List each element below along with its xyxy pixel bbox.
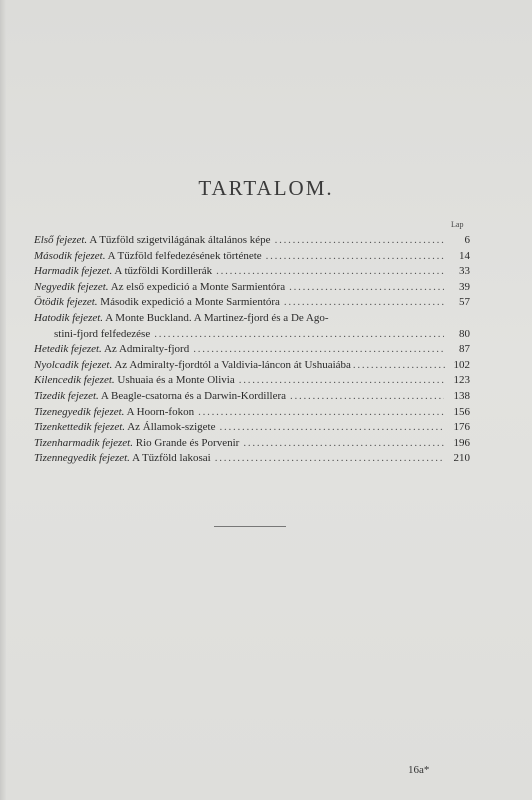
toc-entry-title: Az Admiralty-fjord: [103, 343, 190, 356]
toc-page-number: 33: [459, 265, 470, 278]
toc-chapter-label: Hetedik fejezet.: [34, 343, 102, 356]
dot-leader: [154, 327, 444, 343]
toc-page-number: 196: [453, 436, 470, 449]
toc-chapter-label: Negyedik fejezet.: [34, 280, 109, 293]
dot-leader: [243, 436, 444, 452]
toc-entry-title: A Monte Buckland. A Martinez-fjord és a De Ago-: [105, 311, 329, 324]
toc-entry-continuation: [34, 327, 470, 343]
toc-entry-title: Második expedició a Monte Sarmientóra: [100, 296, 280, 309]
toc-chapter-label: Első fejezet.: [34, 234, 88, 246]
dot-leader: [266, 249, 444, 265]
section-divider: [214, 526, 286, 527]
toc-page-number: 102: [453, 358, 470, 371]
toc-entry-title: A tűzföldi Kordillerák: [114, 265, 213, 278]
toc-chapter-label: Nyolcadik fejezet.: [34, 358, 113, 371]
toc-entry-title: Az Államok-szigete: [127, 421, 216, 434]
toc-entry-title-continued: stini-fjord felfedezése: [54, 327, 151, 340]
toc-chapter-label: Harmadik fejezet.: [34, 265, 113, 278]
toc-chapter-label: Második fejezet.: [34, 249, 106, 262]
page-column-header: Lap: [451, 220, 464, 229]
toc-chapter-label: Tizenegyedik fejezet.: [34, 405, 125, 418]
toc-page-number: 156: [453, 405, 470, 418]
dot-leader: [353, 358, 446, 374]
toc-entry: [34, 233, 470, 249]
toc-page-number: 176: [453, 421, 470, 434]
dot-leader: [215, 451, 444, 467]
dot-leader: [284, 295, 444, 311]
toc-chapter-label: Tizedik fejezet.: [34, 389, 99, 402]
toc-chapter-label: Kilencedik fejezet.: [34, 374, 115, 387]
dot-leader: [219, 420, 444, 436]
toc-entry-title: Ushuaia és a Monte Olivia: [117, 374, 235, 387]
toc-entry-title: A Tűzföld szigetvilágának általános képe: [89, 234, 271, 246]
toc-page-number: 80: [459, 327, 470, 340]
toc-entry: [34, 311, 470, 327]
toc-entry-title: Az Admiralty-fjordtól a Valdivia-láncon át Ushuaiába: [114, 358, 351, 371]
page-title: TARTALOM.: [198, 176, 334, 200]
toc-entry-title: Az első expedició a Monte Sarmientóra: [110, 280, 286, 293]
dot-leader: [289, 280, 444, 296]
toc-entry-title: A Tűzföld felfedezésének története: [107, 249, 262, 262]
toc-page-number: 210: [453, 452, 470, 465]
page-edge-shadow: [0, 0, 6, 800]
toc-page-number: 6: [464, 234, 470, 246]
toc-page-number: 14: [459, 249, 470, 262]
dot-leader: [198, 405, 444, 421]
toc-chapter-label: Hatodik fejezet.: [34, 311, 104, 324]
dot-leader: [193, 342, 444, 358]
toc-entry: [34, 405, 470, 421]
dot-leader: [290, 389, 444, 405]
toc-entry-title: A Hoorn-fokon: [126, 405, 195, 418]
dot-leader: [275, 233, 444, 249]
toc-entry: [34, 420, 470, 436]
toc-entry: [34, 373, 470, 389]
toc-page-number: 138: [453, 389, 470, 402]
toc-page-number: 39: [459, 280, 470, 293]
toc-entry-title: Rio Grande és Porvenir: [135, 436, 240, 449]
toc-chapter-label: Tizennegyedik fejezet.: [34, 452, 130, 465]
toc-page-number: 87: [459, 343, 470, 356]
printer-signature-mark: 16a*: [408, 764, 430, 776]
toc-entry: [34, 342, 470, 358]
toc-entry-title: A Beagle-csatorna és a Darwin-Kordillera: [100, 389, 287, 402]
toc-entry: [34, 436, 470, 452]
toc-entry: [34, 280, 470, 296]
toc-page-number: 123: [453, 374, 470, 387]
toc-chapter-label: Tizenharmadik fejezet.: [34, 436, 133, 449]
toc-entry: [34, 249, 470, 265]
table-of-contents: [34, 233, 470, 467]
toc-entry: [34, 389, 470, 405]
toc-chapter-label: Ötödik fejezet.: [34, 296, 98, 309]
toc-entry: [34, 264, 470, 280]
toc-page-number: 57: [459, 296, 470, 309]
toc-entry: [34, 295, 470, 311]
toc-chapter-label: Tizenkettedik fejezet.: [34, 421, 126, 434]
dot-leader: [239, 373, 444, 389]
toc-entry: [34, 451, 470, 467]
toc-entry: [34, 358, 470, 374]
toc-entry-title: A Tűzföld lakosai: [132, 452, 211, 465]
dot-leader: [216, 264, 444, 280]
